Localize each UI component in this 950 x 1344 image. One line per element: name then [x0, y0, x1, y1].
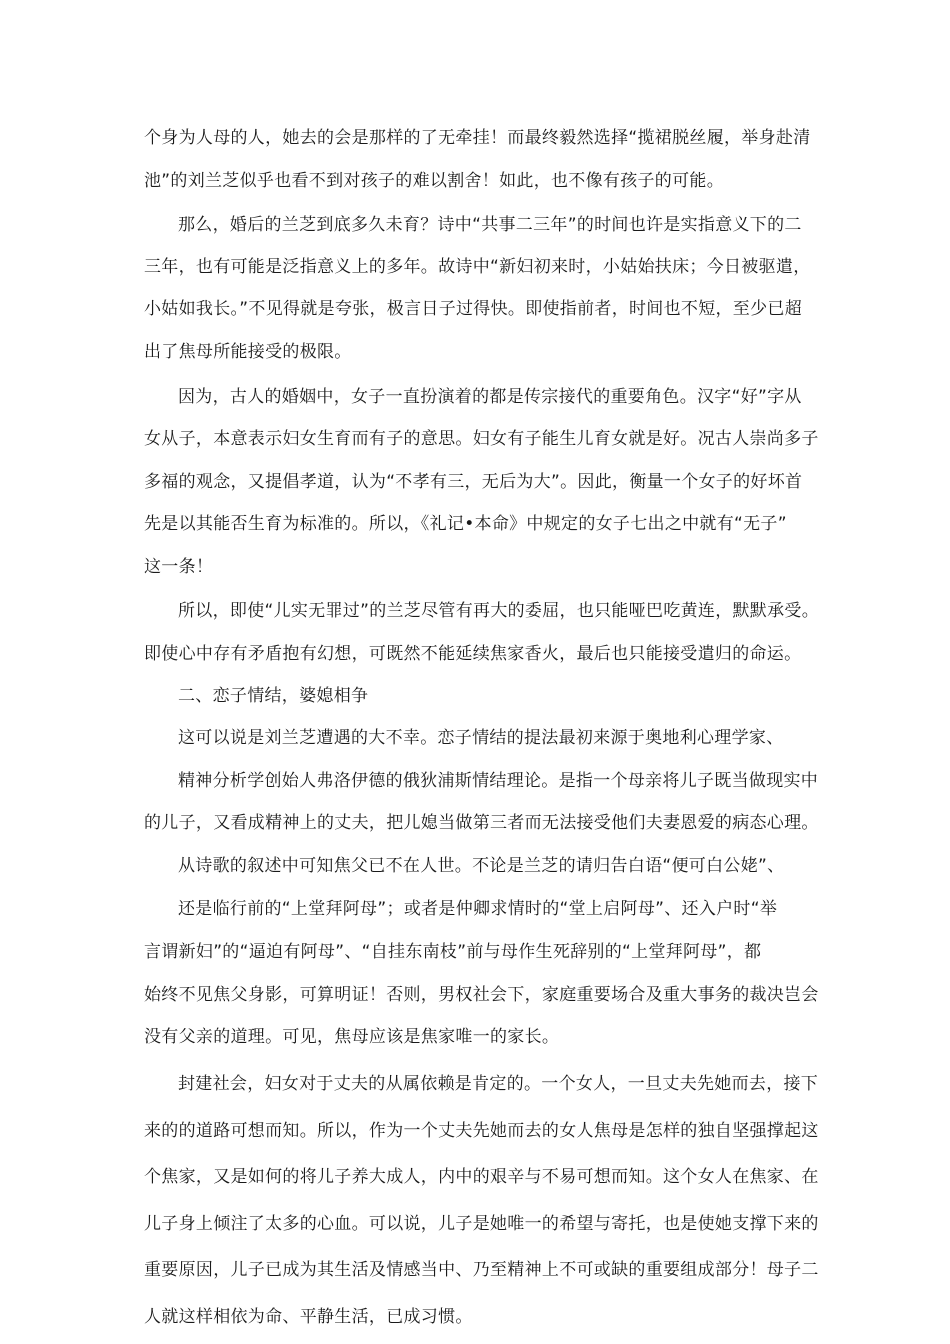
text-line: 重要原因，儿子已成为其生活及情感当中、乃至精神上不可或缺的重要组成部分！母子二: [144, 1260, 819, 1280]
text-line: 先是以其能否生育为标准的。所以，《礼记•本命》中规定的女子七出之中就有“无子”: [144, 514, 787, 534]
text-line: 从诗歌的叙述中可知焦父已不在人世。不论是兰芝的请归告白语“便可白公姥”、: [178, 856, 785, 876]
text-line: 儿子身上倾注了太多的心血。可以说，儿子是她唯一的希望与寄托，也是使她支撑下来的: [144, 1214, 819, 1234]
text-line: 多福的观念，又提倡孝道，认为“不孝有三，无后为大”。因此，衡量一个女子的好坏首: [144, 472, 803, 492]
text-line: 那么，婚后的兰芝到底多久未育？诗中“共事二三年”的时间也许是实指意义下的二: [178, 215, 802, 235]
text-line: 个焦家，又是如何的将儿子养大成人，内中的艰辛与不易可想而知。这个女人在焦家、在: [144, 1167, 819, 1187]
text-line: 这一条！: [144, 557, 214, 577]
text-line: 来的的道路可想而知。所以，作为一个丈夫先她而去的女人焦母是怎样的独自坚强撑起这: [144, 1121, 819, 1141]
text-line: 因为，古人的婚姻中，女子一直扮演着的都是传宗接代的重要角色。汉字“好”字从: [178, 387, 802, 407]
text-line: 出了焦母所能接受的极限。: [144, 342, 352, 362]
text-line: 言谓新妇”的“逼迫有阿母”、“自挂东南枝”前与母作生死辞别的“上堂拜阿母”，都: [144, 942, 762, 962]
section-heading: 二、恋子情结，婆媳相争: [178, 686, 369, 706]
text-line: 池”的刘兰芝似乎也看不到对孩子的难以割舍！如此，也不像有孩子的可能。: [144, 171, 725, 191]
text-line: 精神分析学创始人弗洛伊德的俄狄浦斯情结理论。是指一个母亲将儿子既当做现实中: [178, 771, 819, 791]
text-line: 即使心中存有矛盾抱有幻想，可既然不能延续焦家香火，最后也只能接受遣归的命运。: [144, 644, 802, 664]
text-line: 小姑如我长。”不见得就是夸张，极言日子过得快。即使指前者，时间也不短，至少已超: [144, 299, 803, 319]
text-line: 个身为人母的人，她去的会是那样的了无牵挂！而最终毅然选择“揽裙脱丝履，举身赴清: [144, 128, 811, 148]
text-line: 始终不见焦父身影，可算明证！否则，男权社会下，家庭重要场合及重大事务的裁决岂会: [144, 985, 819, 1005]
text-line: 人就这样相依为命、平静生活，已成习惯。: [144, 1307, 473, 1327]
text-line: 女从子，本意表示妇女生育而有子的意思。妇女有子能生儿育女就是好。况古人崇尚多子: [144, 429, 819, 449]
text-line: 还是临行前的“上堂拜阿母”；或者是仲卿求情时的“堂上启阿母”、还入户时“举: [178, 899, 778, 919]
text-line: 没有父亲的道理。可见，焦母应该是焦家唯一的家长。: [144, 1027, 560, 1047]
text-line: 的儿子，又看成精神上的丈夫，把儿媳当做第三者而无法接受他们夫妻恩爱的病态心理。: [144, 813, 819, 833]
text-line: 三年，也有可能是泛指意义上的多年。故诗中“新妇初来时，小姑始扶床；今日被驱遣，: [144, 257, 811, 277]
text-line: 所以，即使“儿实无罪过”的兰芝尽管有再大的委屈，也只能哑巴吃黄连，默默承受。: [178, 601, 820, 621]
text-line: 封建社会，妇女对于丈夫的从属依赖是肯定的。一个女人，一旦丈夫先她而去，接下: [178, 1074, 819, 1094]
text-line: 这可以说是刘兰芝遭遇的大不幸。恋子情结的提法最初来源于奥地利心理学家、: [178, 728, 784, 748]
